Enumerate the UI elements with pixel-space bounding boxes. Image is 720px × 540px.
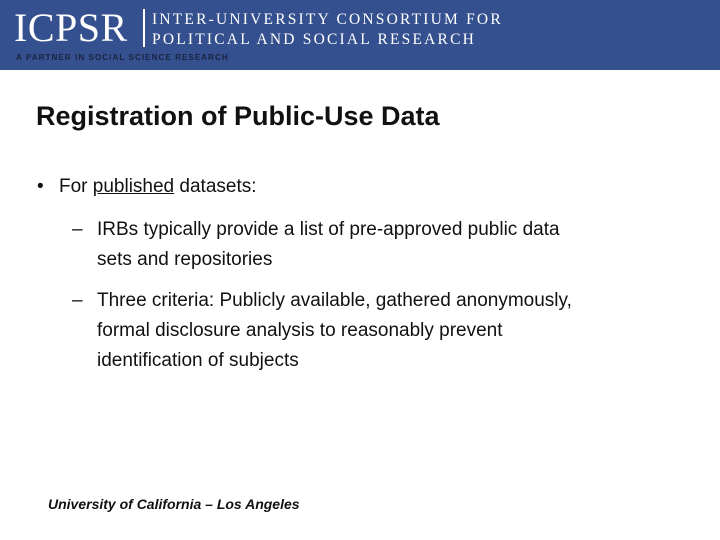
org-name-line-2: POLITICAL AND SOCIAL RESEARCH: [152, 31, 477, 48]
bullet-suffix: datasets:: [174, 176, 257, 197]
slide-title: Registration of Public-Use Data: [36, 101, 440, 131]
header-banner: [0, 0, 720, 70]
icpsr-logo: ICPSR: [14, 5, 128, 50]
bullet-marker: •: [37, 176, 44, 197]
footer-institution: University of California – Los Angeles: [48, 496, 300, 512]
org-name-line-1: INTER-UNIVERSITY CONSORTIUM FOR: [152, 11, 503, 28]
tagline: A PARTNER IN SOCIAL SCIENCE RESEARCH: [16, 53, 229, 62]
bullet-prefix: For: [59, 176, 93, 197]
bullet-item: [37, 176, 257, 198]
logo-divider: [143, 9, 145, 47]
sub-bullet-text: IRBs typically provide a list of pre-approved public data sets and repositories: [97, 219, 560, 270]
sub-bullet-text: Three criteria: Publicly available, gathered anonymously, formal disclosure analysis to reasonably prevent identification of subjects: [97, 290, 572, 371]
sub-bullet-marker: –: [72, 219, 83, 240]
bullet-emphasis: published: [92, 176, 175, 197]
sub-bullet-marker: –: [72, 290, 83, 311]
